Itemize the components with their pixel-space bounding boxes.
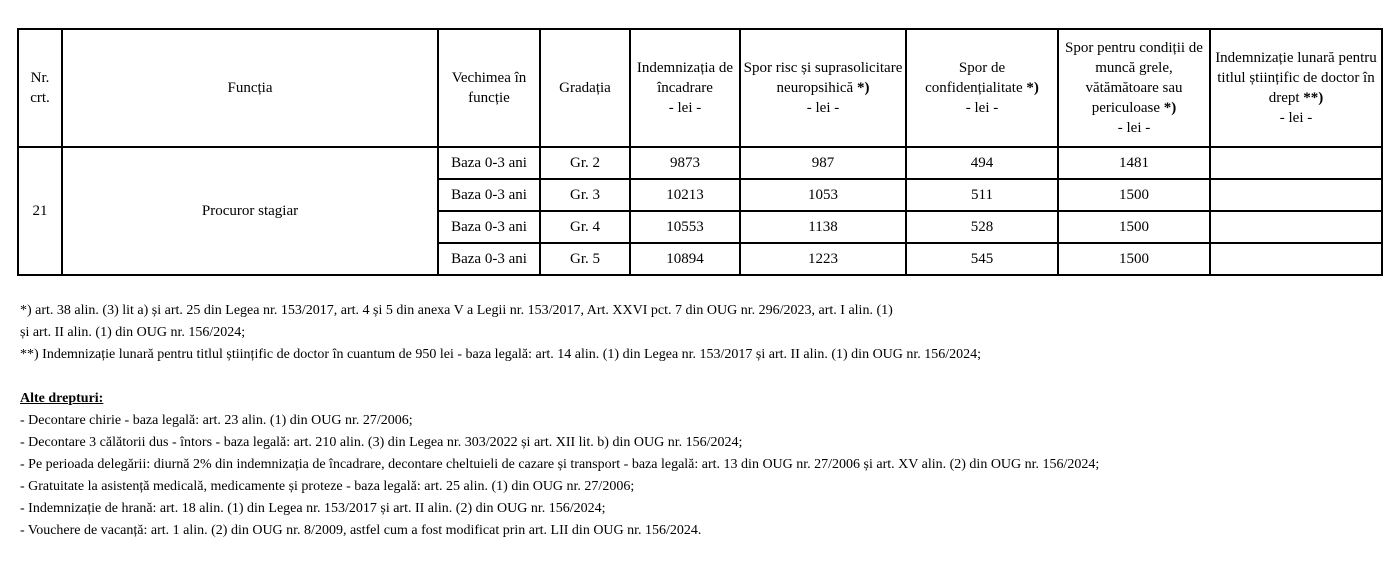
col-header-nr: Nr. crt.	[18, 29, 62, 147]
cell-vechime: Baza 0-3 ani	[438, 147, 540, 179]
footnote-mark-single: *)	[1026, 80, 1039, 96]
cell-indemnizatie-doctor	[1210, 179, 1382, 211]
cell-gradatia: Gr. 2	[540, 147, 630, 179]
cell-spor-conditii: 1500	[1058, 243, 1210, 275]
other-rights-title: Alte drepturi:	[20, 391, 104, 406]
cell-spor-risc: 987	[740, 147, 906, 179]
cell-spor-conditii: 1500	[1058, 211, 1210, 243]
col-header-spor-conditii-label: Spor pentru condiții de muncă grele, vătămătoare sau periculoase	[1065, 40, 1203, 116]
col-header-indemnizatie-doctor	[1210, 29, 1382, 147]
col-header-spor-conditii	[1058, 29, 1210, 147]
cell-spor-risc: 1223	[740, 243, 906, 275]
cell-spor-conditii: 1500	[1058, 179, 1210, 211]
col-header-spor-risc	[740, 29, 906, 147]
notes-section	[20, 300, 1390, 542]
cell-vechime: Baza 0-3 ani	[438, 211, 540, 243]
col-header-indemnizatie-doctor-label: Indemnizație lunară pentru titlul științific de doctor în drept	[1215, 50, 1377, 106]
col-header-indemnizatia	[630, 29, 740, 147]
cell-indemnizatia: 10553	[630, 211, 740, 243]
col-header-unit: - lei -	[668, 100, 702, 116]
col-header-unit: - lei -	[806, 100, 840, 116]
cell-indemnizatie-doctor	[1210, 243, 1382, 275]
footnote-mark-double: **)	[1303, 90, 1324, 106]
salary-table	[17, 28, 1383, 276]
spacer	[20, 366, 1390, 388]
cell-indemnizatie-doctor	[1210, 211, 1382, 243]
cell-functia: Procuror stagiar	[62, 147, 438, 275]
col-header-spor-conf	[906, 29, 1058, 147]
col-header-gradatia: Gradația	[540, 29, 630, 147]
col-header-indemnizatia-label: Indemnizația de încadrare	[636, 60, 734, 96]
footnote-single-line2: și art. II alin. (1) din OUG nr. 156/2024;	[20, 325, 246, 340]
footnote-double: **) Indemnizație lunară pentru titlul științific de doctor în cuantum de 950 lei - baza legală: art. 14 alin. (1) din Legea nr. 153/2017 și art. II alin. (1) din OUG nr. 156/2024;	[20, 347, 982, 362]
footnote-mark-single: *)	[856, 80, 870, 96]
cell-indemnizatia: 10213	[630, 179, 740, 211]
list-item: - Pe perioada delegării: diurnă 2% din indemnizația de încadrare, decontare cheltuieli de cazare și transport - baza legală: art. 13 din OUG nr. 27/2006 și art. XV alin. (2) din OUG nr. 156/2024;	[20, 457, 1100, 472]
cell-spor-conf: 494	[906, 147, 1058, 179]
col-header-unit: - lei -	[1117, 120, 1151, 136]
list-item: - Decontare 3 călătorii dus - întors - baza legală: art. 210 alin. (3) din Legea nr. 303/2022 și art. XII lit. b) din OUG nr. 156/2024;	[20, 435, 743, 450]
footnote-mark-single: *)	[1163, 100, 1177, 116]
cell-spor-risc: 1053	[740, 179, 906, 211]
footnote-single-line1: *) art. 38 alin. (3) lit a) și art. 25 din Legea nr. 153/2017, art. 4 și 5 din anexa V a Legii nr. 153/2017, Art. XXVI pct. 7 din OUG nr. 296/2023, art. I alin. (1)	[20, 303, 893, 318]
col-header-functia: Funcția	[62, 29, 438, 147]
cell-vechime: Baza 0-3 ani	[438, 179, 540, 211]
col-header-spor-conf-label: Spor de confidențialitate	[925, 60, 1023, 96]
col-header-spor-risc-label: Spor risc și suprasolicitare neuropsihică	[743, 60, 903, 96]
cell-spor-conditii: 1481	[1058, 147, 1210, 179]
table-row	[18, 147, 1382, 179]
list-item: - Indemnizație de hrană: art. 18 alin. (1) din Legea nr. 153/2017 și art. II alin. (2) din OUG nr. 156/2024;	[20, 501, 606, 516]
cell-spor-conf: 511	[906, 179, 1058, 211]
cell-gradatia: Gr. 5	[540, 243, 630, 275]
col-header-unit: - lei -	[965, 100, 999, 116]
cell-indemnizatia: 9873	[630, 147, 740, 179]
list-item: - Vouchere de vacanță: art. 1 alin. (2) din OUG nr. 8/2009, astfel cum a fost modificat prin art. LII din OUG nr. 156/2024.	[20, 523, 702, 538]
cell-indemnizatie-doctor	[1210, 147, 1382, 179]
cell-nr: 21	[18, 147, 62, 275]
cell-indemnizatia: 10894	[630, 243, 740, 275]
col-header-vechime: Vechimea în funcție	[438, 29, 540, 147]
cell-vechime: Baza 0-3 ani	[438, 243, 540, 275]
cell-gradatia: Gr. 4	[540, 211, 630, 243]
header-row	[18, 29, 1382, 147]
list-item: - Gratuitate la asistență medicală, medicamente și proteze - baza legală: art. 25 alin. (1) din OUG nr. 27/2006;	[20, 479, 635, 494]
cell-spor-risc: 1138	[740, 211, 906, 243]
list-item: - Decontare chirie - baza legală: art. 23 alin. (1) din OUG nr. 27/2006;	[20, 413, 413, 428]
cell-spor-conf: 545	[906, 243, 1058, 275]
cell-gradatia: Gr. 3	[540, 179, 630, 211]
salary-sheet	[17, 28, 1383, 276]
cell-spor-conf: 528	[906, 211, 1058, 243]
col-header-unit: - lei -	[1279, 110, 1313, 126]
